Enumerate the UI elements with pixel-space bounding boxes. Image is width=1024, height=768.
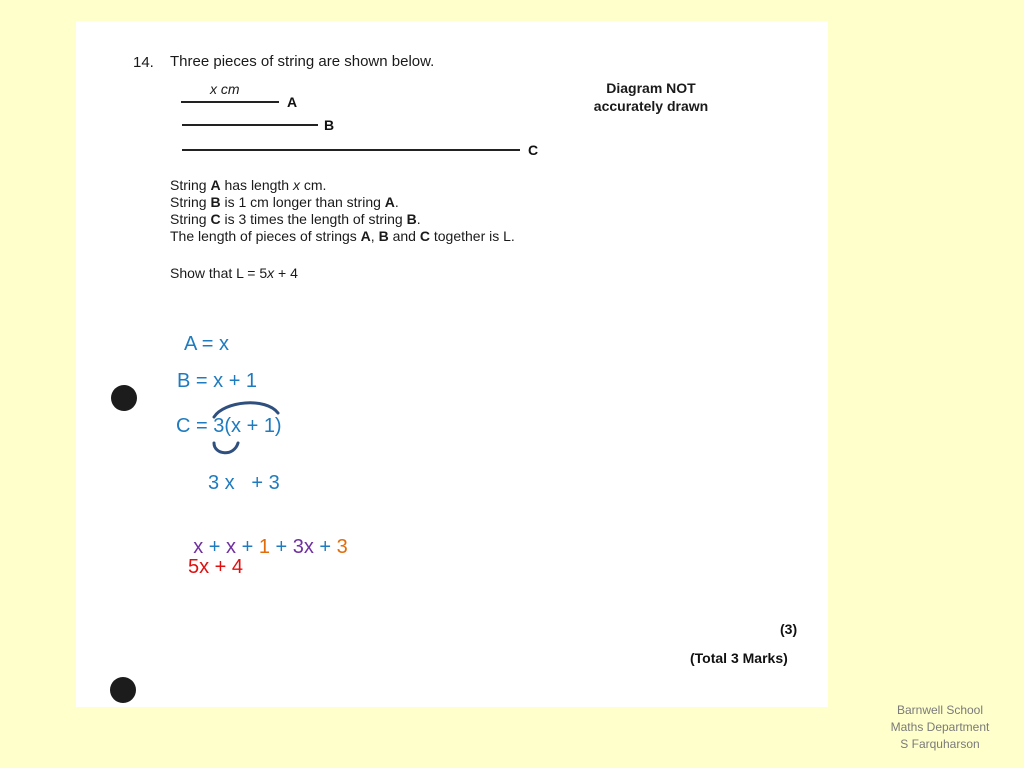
punch-hole [111, 385, 137, 411]
sum-term: x [303, 536, 314, 558]
diagram-note [576, 79, 726, 115]
statement-line: String A has length x cm. [170, 177, 327, 193]
footer-department: Maths Department [890, 720, 990, 734]
sum-term: 3 [292, 536, 304, 558]
string-b-line [182, 124, 318, 126]
working-line-expanded: 3 x + 3 [208, 472, 280, 494]
footer-credit [860, 702, 1020, 753]
question-statements [170, 177, 515, 245]
string-c-line [182, 149, 520, 151]
exam-paper-scan [76, 21, 828, 707]
statement-line: The length of pieces of strings A, B and C together is L. [170, 228, 515, 244]
question-number: 14. [133, 54, 154, 71]
string-b-label: B [324, 117, 335, 133]
total-marks-label: (Total 3 Marks) [690, 650, 788, 666]
sum-term: + [313, 536, 337, 558]
string-a-line [181, 101, 279, 103]
string-a-label: A [287, 94, 298, 110]
statement-line: String B is 1 cm longer than string A. [170, 194, 399, 210]
sum-term: + [236, 536, 259, 558]
working-line-b: B = x + 1 [177, 370, 258, 392]
footer-author: S Farquharson [900, 737, 980, 751]
sum-term: x [193, 536, 204, 558]
sum-term: + [203, 536, 227, 558]
working-line-c: C = 3(x + 1) [176, 415, 282, 437]
diagram-note-line2: accurately drawn [593, 98, 709, 114]
sum-term: 3 [336, 536, 348, 558]
sum-term: x [226, 536, 237, 558]
working-line-a: A = x [184, 333, 230, 355]
footer-school: Barnwell School [896, 703, 984, 717]
string-a-length-label: x cm [210, 81, 240, 97]
punch-hole [110, 677, 136, 703]
sum-term: 1 [258, 536, 270, 558]
working-result: 5x + 4 [188, 556, 244, 578]
show-that-line: Show that L = 5x + 4 [170, 265, 298, 281]
string-c-label: C [528, 142, 539, 158]
marks-label: (3) [780, 621, 798, 637]
sum-term: + [269, 536, 293, 558]
question-title: Three pieces of string are shown below. [170, 53, 435, 70]
diagram-note-line1: Diagram NOT [606, 80, 696, 96]
statement-line: String C is 3 times the length of string B. [170, 211, 421, 227]
expand-bracket-arrows [196, 393, 296, 463]
